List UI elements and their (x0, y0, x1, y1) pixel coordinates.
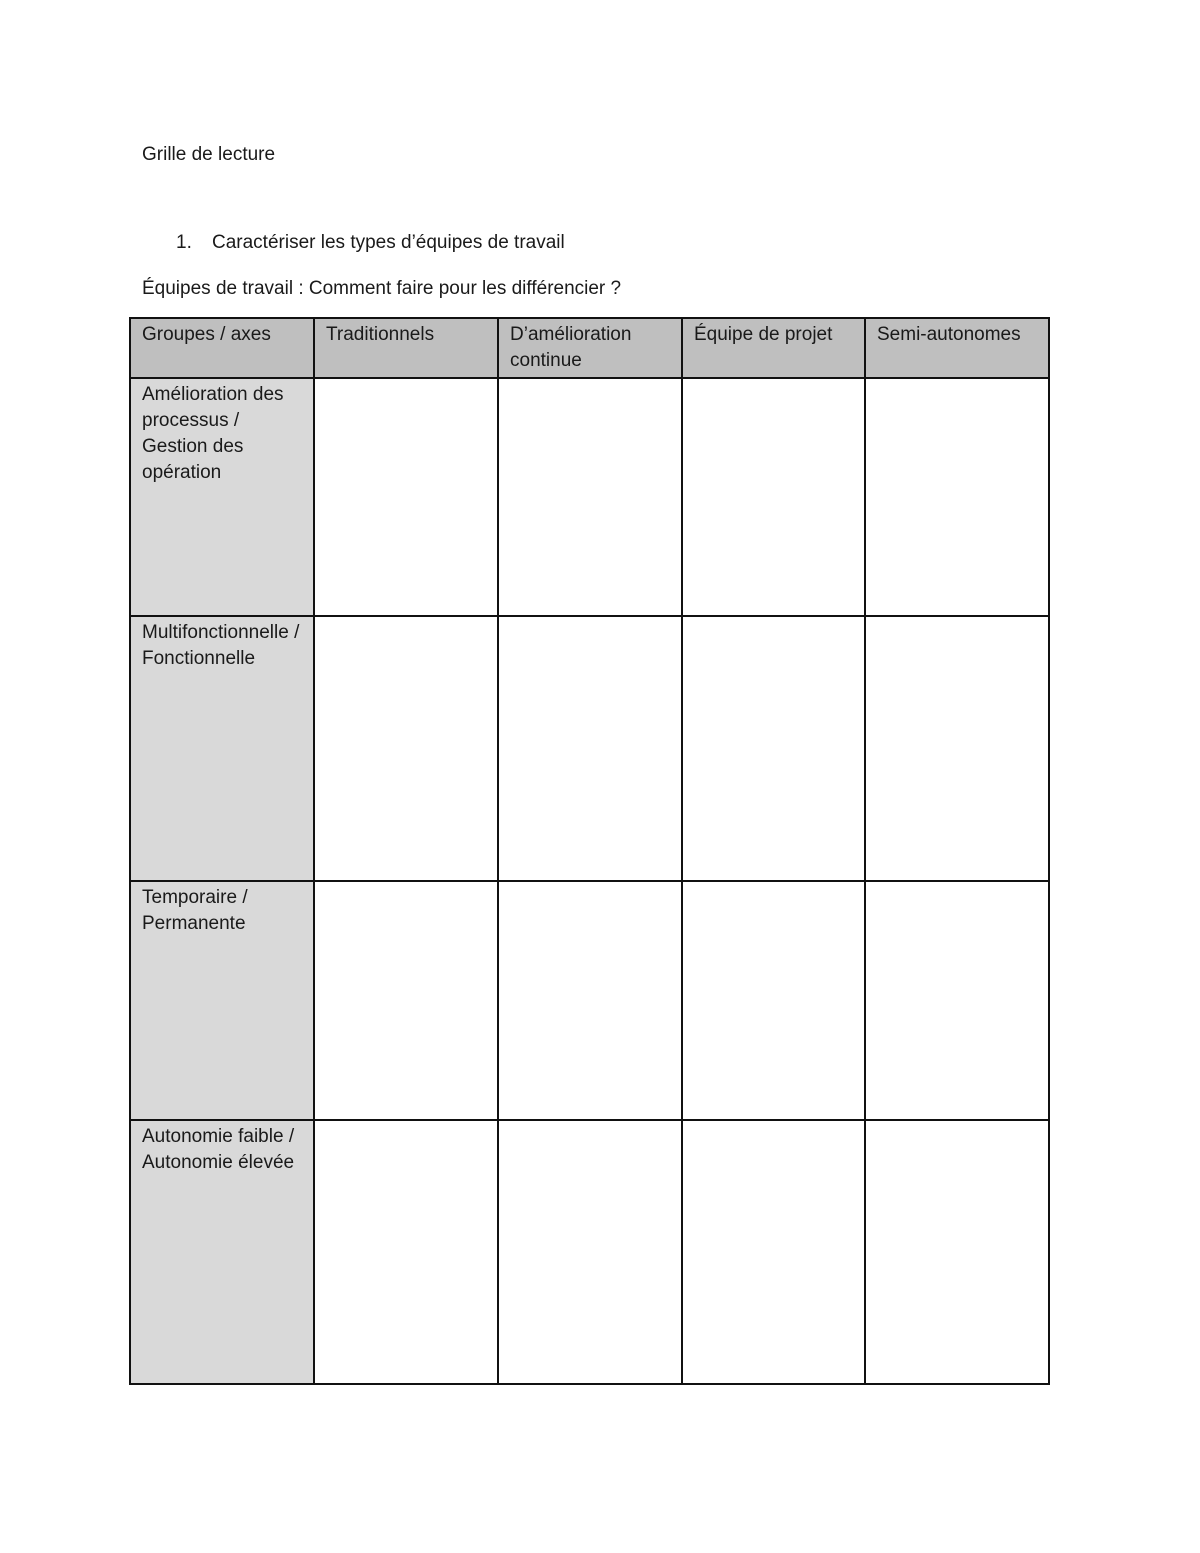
row-label-autonomie: Autonomie faible / Autonomie élevée (130, 1120, 314, 1384)
table-cell[interactable] (498, 378, 682, 616)
table-cell[interactable] (314, 378, 498, 616)
header-groupes-axes: Groupes / axes (130, 318, 314, 378)
table-cell[interactable] (682, 378, 865, 616)
section-subtitle: Équipes de travail : Comment faire pour les différencier ? (142, 278, 622, 299)
row-label-amelioration-processus: Amélioration des processus / Gestion des opération (130, 378, 314, 616)
table-cell[interactable] (498, 1120, 682, 1384)
table-header-row (130, 318, 1049, 378)
reading-grid-table (129, 317, 1050, 1385)
table-cell[interactable] (682, 616, 865, 881)
table-row (130, 881, 1049, 1120)
table-cell[interactable] (498, 881, 682, 1120)
table-row (130, 1120, 1049, 1384)
table-cell[interactable] (314, 616, 498, 881)
row-label-multifonctionnelle: Multifonctionnelle / Fonctionnelle (130, 616, 314, 881)
header-traditionnels: Traditionnels (314, 318, 498, 378)
numbered-list-item (176, 231, 565, 255)
header-semi-autonomes: Semi-autonomes (865, 318, 1049, 378)
list-item-text: Caractériser les types d’équipes de travail (212, 232, 565, 253)
table-cell[interactable] (682, 881, 865, 1120)
table-cell[interactable] (314, 1120, 498, 1384)
table-cell[interactable] (498, 616, 682, 881)
table-cell[interactable] (865, 881, 1049, 1120)
table-cell[interactable] (865, 616, 1049, 881)
table-cell[interactable] (865, 378, 1049, 616)
table-cell[interactable] (865, 1120, 1049, 1384)
document-title: Grille de lecture (142, 144, 276, 165)
header-equipe-de-projet: Équipe de projet (682, 318, 865, 378)
table-cell[interactable] (682, 1120, 865, 1384)
list-item-number: 1. (176, 232, 192, 253)
table-row (130, 616, 1049, 881)
header-amelioration-continue: D’amélioration continue (498, 318, 682, 378)
table-cell[interactable] (314, 881, 498, 1120)
row-label-temporaire-permanente: Temporaire / Permanente (130, 881, 314, 1120)
table-row (130, 378, 1049, 616)
